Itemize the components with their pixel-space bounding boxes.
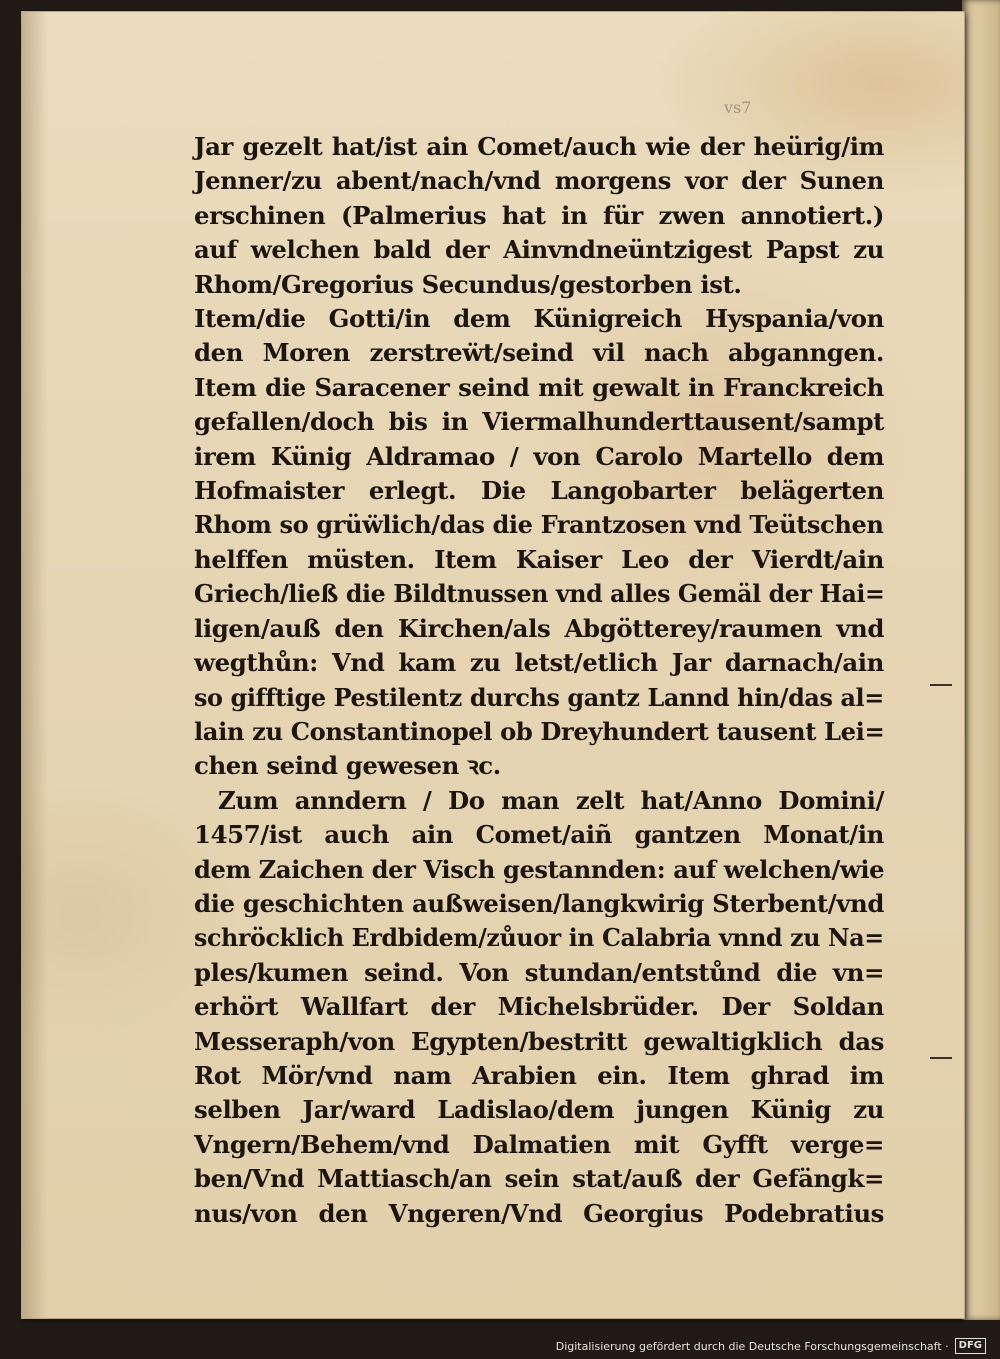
page-mark: vs7 [724,98,752,117]
text-line: den Moren zerstreẅt/seind vil nach abganngen. [194,338,884,368]
text-line: wegthůn: Vnd kam zu letst/etlich Jar darnach/ain [194,648,884,678]
facing-page-edge [962,0,1000,1320]
text-line: selben Jar/ward Ladislao/dem jungen Künig zu [194,1095,884,1125]
book-page [22,12,964,1318]
text-line: ben/Vnd Mattiasch/an sein stat/auß der Gefängk= [194,1164,884,1194]
funding-credit: Digitalisierung gefördert durch die Deutsche Forschungsgemeinschaft · [555,1339,949,1353]
text-line: nus/von den Vngeren/Vnd Georgius Podebratius [194,1198,884,1228]
text-line: helffen müsten. Item Kaiser Leo der Vierdt/ain [194,544,884,574]
text-line: chen seind gewesen ꝛc. [194,751,501,781]
text-line: ligen/auß den Kirchen/als Abgötterey/raumen vnd [194,613,884,643]
text-line: schröcklich Erdbidem/zůuor in Calabria vnnd zu Na= [194,923,884,953]
text-line: irem Künig Aldramao / von Carolo Martello dem [194,441,884,471]
digitization-footer [0,1336,1000,1356]
text-line: Item die Saracener seind mit gewalt in Franckreich [194,372,884,402]
margin-tick-mark [930,684,952,686]
text-line: Messeraph/von Egypten/bestritt gewaltigklich das [194,1026,884,1056]
text-line: erschinen (Palmerius hat in für zwen annotiert.) [194,200,884,230]
body-text [194,130,884,1231]
text-line: Item/die Gotti/in dem Künigreich Hyspania/von [194,304,884,334]
text-line: Rhom/Gregorius Secundus/gestorben ist. [194,269,742,299]
text-line: lain zu Constantinopel ob Dreyhundert tausent Lei= [194,716,885,746]
text-line: Vngern/Behem/vnd Dalmatien mit Gyfft verge= [194,1129,884,1159]
text-line: auf welchen bald der Ainvndneüntzigest Papst zu [194,235,884,265]
text-line: Hofmaister erlegt. Die Langobarter belägerten [194,476,884,506]
text-line: Rhom so grüẅlich/das die Frantzosen vnd Teütschen [194,510,884,540]
text-line: so gifftige Pestilentz durchs gantz Lannd hin/das al= [194,682,884,712]
text-line: Rot Mör/vnd nam Arabien ein. Item ghrad im [194,1060,884,1090]
text-line: 1457/ist auch ain Comet/aiñ gantzen Monat/in [194,820,884,850]
text-line: dem Zaichen der Visch gestannden: auf welchen/wie [194,854,885,884]
text-line: die geschichten außweisen/langkwirig Sterbent/vnd [194,888,884,918]
text-line: Jar gezelt hat/ist ain Comet/auch wie der heürig/im [194,132,884,161]
text-line: Jenner/zu abent/nach/vnd morgens vor der Sunen [194,166,884,196]
dfg-logo-icon: DFG [955,1338,986,1354]
margin-tick-mark [930,1057,952,1059]
text-line: ples/kumen seind. Von stundan/entstůnd die vn= [194,957,884,987]
text-line: erhört Wallfart der Michelsbrüder. Der Soldan [194,992,884,1022]
text-line: Griech/ließ die Bildtnussen vnd alles Gemäl der Hai= [194,579,885,609]
text-line: gefallen/doch bis in Viermalhunderttausent/sampt [194,407,884,437]
text-line: Zum anndern / Do man zelt hat/Anno Domini/ [218,785,884,815]
